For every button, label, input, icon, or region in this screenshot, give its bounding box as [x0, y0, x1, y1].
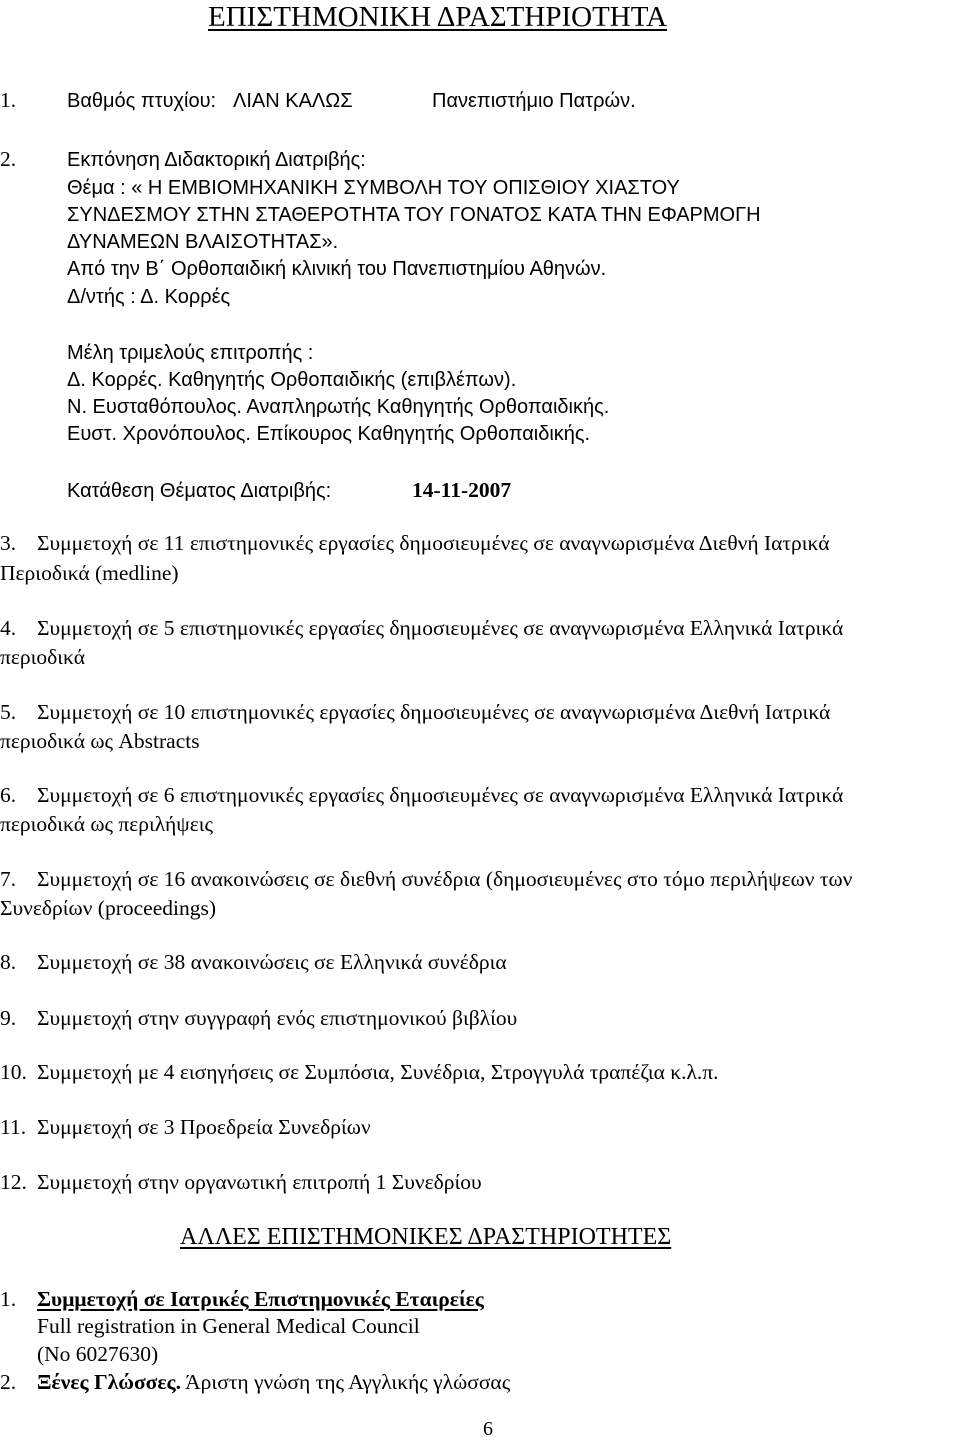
item-text: Συμμετοχή στην οργανωτική επιτροπή 1 Συνεδρίου: [37, 1170, 482, 1194]
gmc-number: (No 6027630): [37, 1342, 159, 1366]
university-name: Πανεπιστήμιο Πατρών.: [432, 90, 636, 112]
committee-label: Μέλη τριμελούς επιτροπής :: [67, 342, 314, 364]
item-text-cont: περιοδικά ως περιλήψεις: [0, 812, 214, 836]
item-text: Συμμετοχή σε 38 ανακοινώσεις σε Ελληνικά συνέδρια: [37, 950, 507, 974]
item-text: Συμμετοχή σε 11 επιστημονικές εργασίες δημοσιευμένες σε αναγνωρισμένα Διεθνή Ιατρικά: [37, 531, 830, 555]
item-number: 1.: [0, 1287, 17, 1311]
item-number: 2.: [0, 1370, 17, 1394]
item-number: 3.: [0, 531, 17, 555]
item-number: 11.: [0, 1115, 27, 1139]
item-number: 8.: [0, 950, 17, 974]
committee-member: Δ. Κορρές. Καθηγητής Ορθοπαιδικής (επιβλέπων).: [67, 369, 517, 391]
thesis-clinic: Από την Β΄ Ορθοπαιδική κλινική του Πανεπιστημίου Αθηνών.: [67, 258, 607, 280]
submission-label: Κατάθεση Θέματος Διατριβής:: [67, 480, 332, 502]
item-text-cont: περιοδικά ως Abstracts: [0, 729, 200, 753]
thesis-theme-line-1: [67, 175, 680, 201]
item-number: 5.: [0, 700, 17, 724]
thesis-theme-line-2: ΣΥΝΔΕΣΜΟΥ ΣΤΗΝ ΣΤΑΘΕΡΟΤΗΤΑ ΤΟΥ ΓΟΝΑΤΟΣ ΚΑΤΑ ΤΗΝ ΕΦΑΡΜΟΓΗ: [67, 204, 761, 226]
languages-line: [37, 1369, 510, 1395]
languages-text: Άριστη γνώση της Αγγλικής γλώσσας: [180, 1370, 511, 1394]
thesis-director: Δ/ντής : Δ. Κορρές: [67, 286, 231, 308]
item-number: 2.: [0, 147, 17, 171]
item-number: 9.: [0, 1006, 17, 1030]
item-text: Συμμετοχή σε 3 Προεδρεία Συνεδρίων: [37, 1115, 371, 1139]
committee-member: Ευστ. Χρονόπουλος. Επίκουρος Καθηγητής Ορθοπαιδικής.: [67, 423, 591, 445]
item-text: Συμμετοχή σε 5 επιστημονικές εργασίες δημοσιευμένες σε αναγνωρισμένα Ελληνικά Ιατρικά: [37, 616, 844, 640]
item-text: Συμμετοχή σε 16 ανακοινώσεις σε διεθνή συνέδρια (δημοσιευμένες στο τόμο περιλήψεων των: [37, 867, 853, 891]
item-text-cont: Περιοδικά (medline): [0, 561, 179, 585]
gmc-registration: Full registration in General Medical Council: [37, 1314, 420, 1338]
item-number: 7.: [0, 867, 17, 891]
societies-heading: Συμμετοχή σε Ιατρικές Επιστημονικές Εταιρείες: [37, 1287, 484, 1311]
section-title: ΑΛΛΕΣ ΕΠΙΣΤΗΜΟΝΙΚΕΣ ΔΡΑΣΤΗΡΙΟΤΗΤΕΣ: [180, 1224, 672, 1250]
thesis-theme-text: « Η ΕΜΒΙΟΜΗΧΑΝΙΚΗ ΣΥΜΒΟΛΗ ΤΟΥ ΟΠΙΣΘΙΟΥ ΧΙΑΣΤΟΥ: [131, 177, 680, 199]
item-text-cont: περιοδικά: [0, 645, 85, 669]
committee-member: Ν. Ευσταθόπουλος. Αναπληρωτής Καθηγητής Ορθοπαιδικής.: [67, 396, 610, 418]
item-text: Συμμετοχή σε 6 επιστημονικές εργασίες δημοσιευμένες σε αναγνωρισμένα Ελληνικά Ιατρικά: [37, 783, 844, 807]
item-text-cont: Συνεδρίων (proceedings): [0, 896, 216, 920]
thesis-heading: Εκπόνηση Διδακτορική Διατριβής:: [67, 149, 366, 171]
degree-grade-value: ΛΙΑΝ ΚΑΛΩΣ: [233, 90, 353, 112]
page-title: ΕΠΙΣΤΗΜΟΝΙΚΗ ΔΡΑΣΤΗΡΙΟΤΗΤΑ: [208, 1, 668, 33]
item-text: Συμμετοχή στην συγγραφή ενός επιστημονικού βιβλίου: [37, 1006, 518, 1030]
item-text: Συμμετοχή σε 10 επιστημονικές εργασίες δημοσιευμένες σε αναγνωρισμένα Διεθνή Ιατρικά: [37, 700, 831, 724]
item-number: 4.: [0, 616, 17, 640]
item-number: 10.: [0, 1060, 27, 1084]
thesis-theme-line-3: ΔΥΝΑΜΕΩΝ ΒΛΑΙΣΟΤΗΤΑΣ».: [67, 231, 339, 253]
item-text: Συμμετοχή με 4 εισηγήσεις σε Συμπόσια, Συνέδρια, Στρογγυλά τραπέζια κ.λ.π.: [37, 1060, 719, 1084]
item-number: 12.: [0, 1170, 27, 1194]
item-number: 1.: [0, 88, 17, 112]
item-number: 6.: [0, 783, 17, 807]
page-number: 6: [483, 1418, 493, 1440]
submission-date: 14-11-2007: [412, 478, 512, 502]
thesis-theme-label: Θέμα :: [67, 177, 132, 199]
languages-label: Ξένες Γλώσσες.: [37, 1370, 181, 1394]
degree-grade-label: Βαθμός πτυχίου:: [67, 90, 217, 112]
